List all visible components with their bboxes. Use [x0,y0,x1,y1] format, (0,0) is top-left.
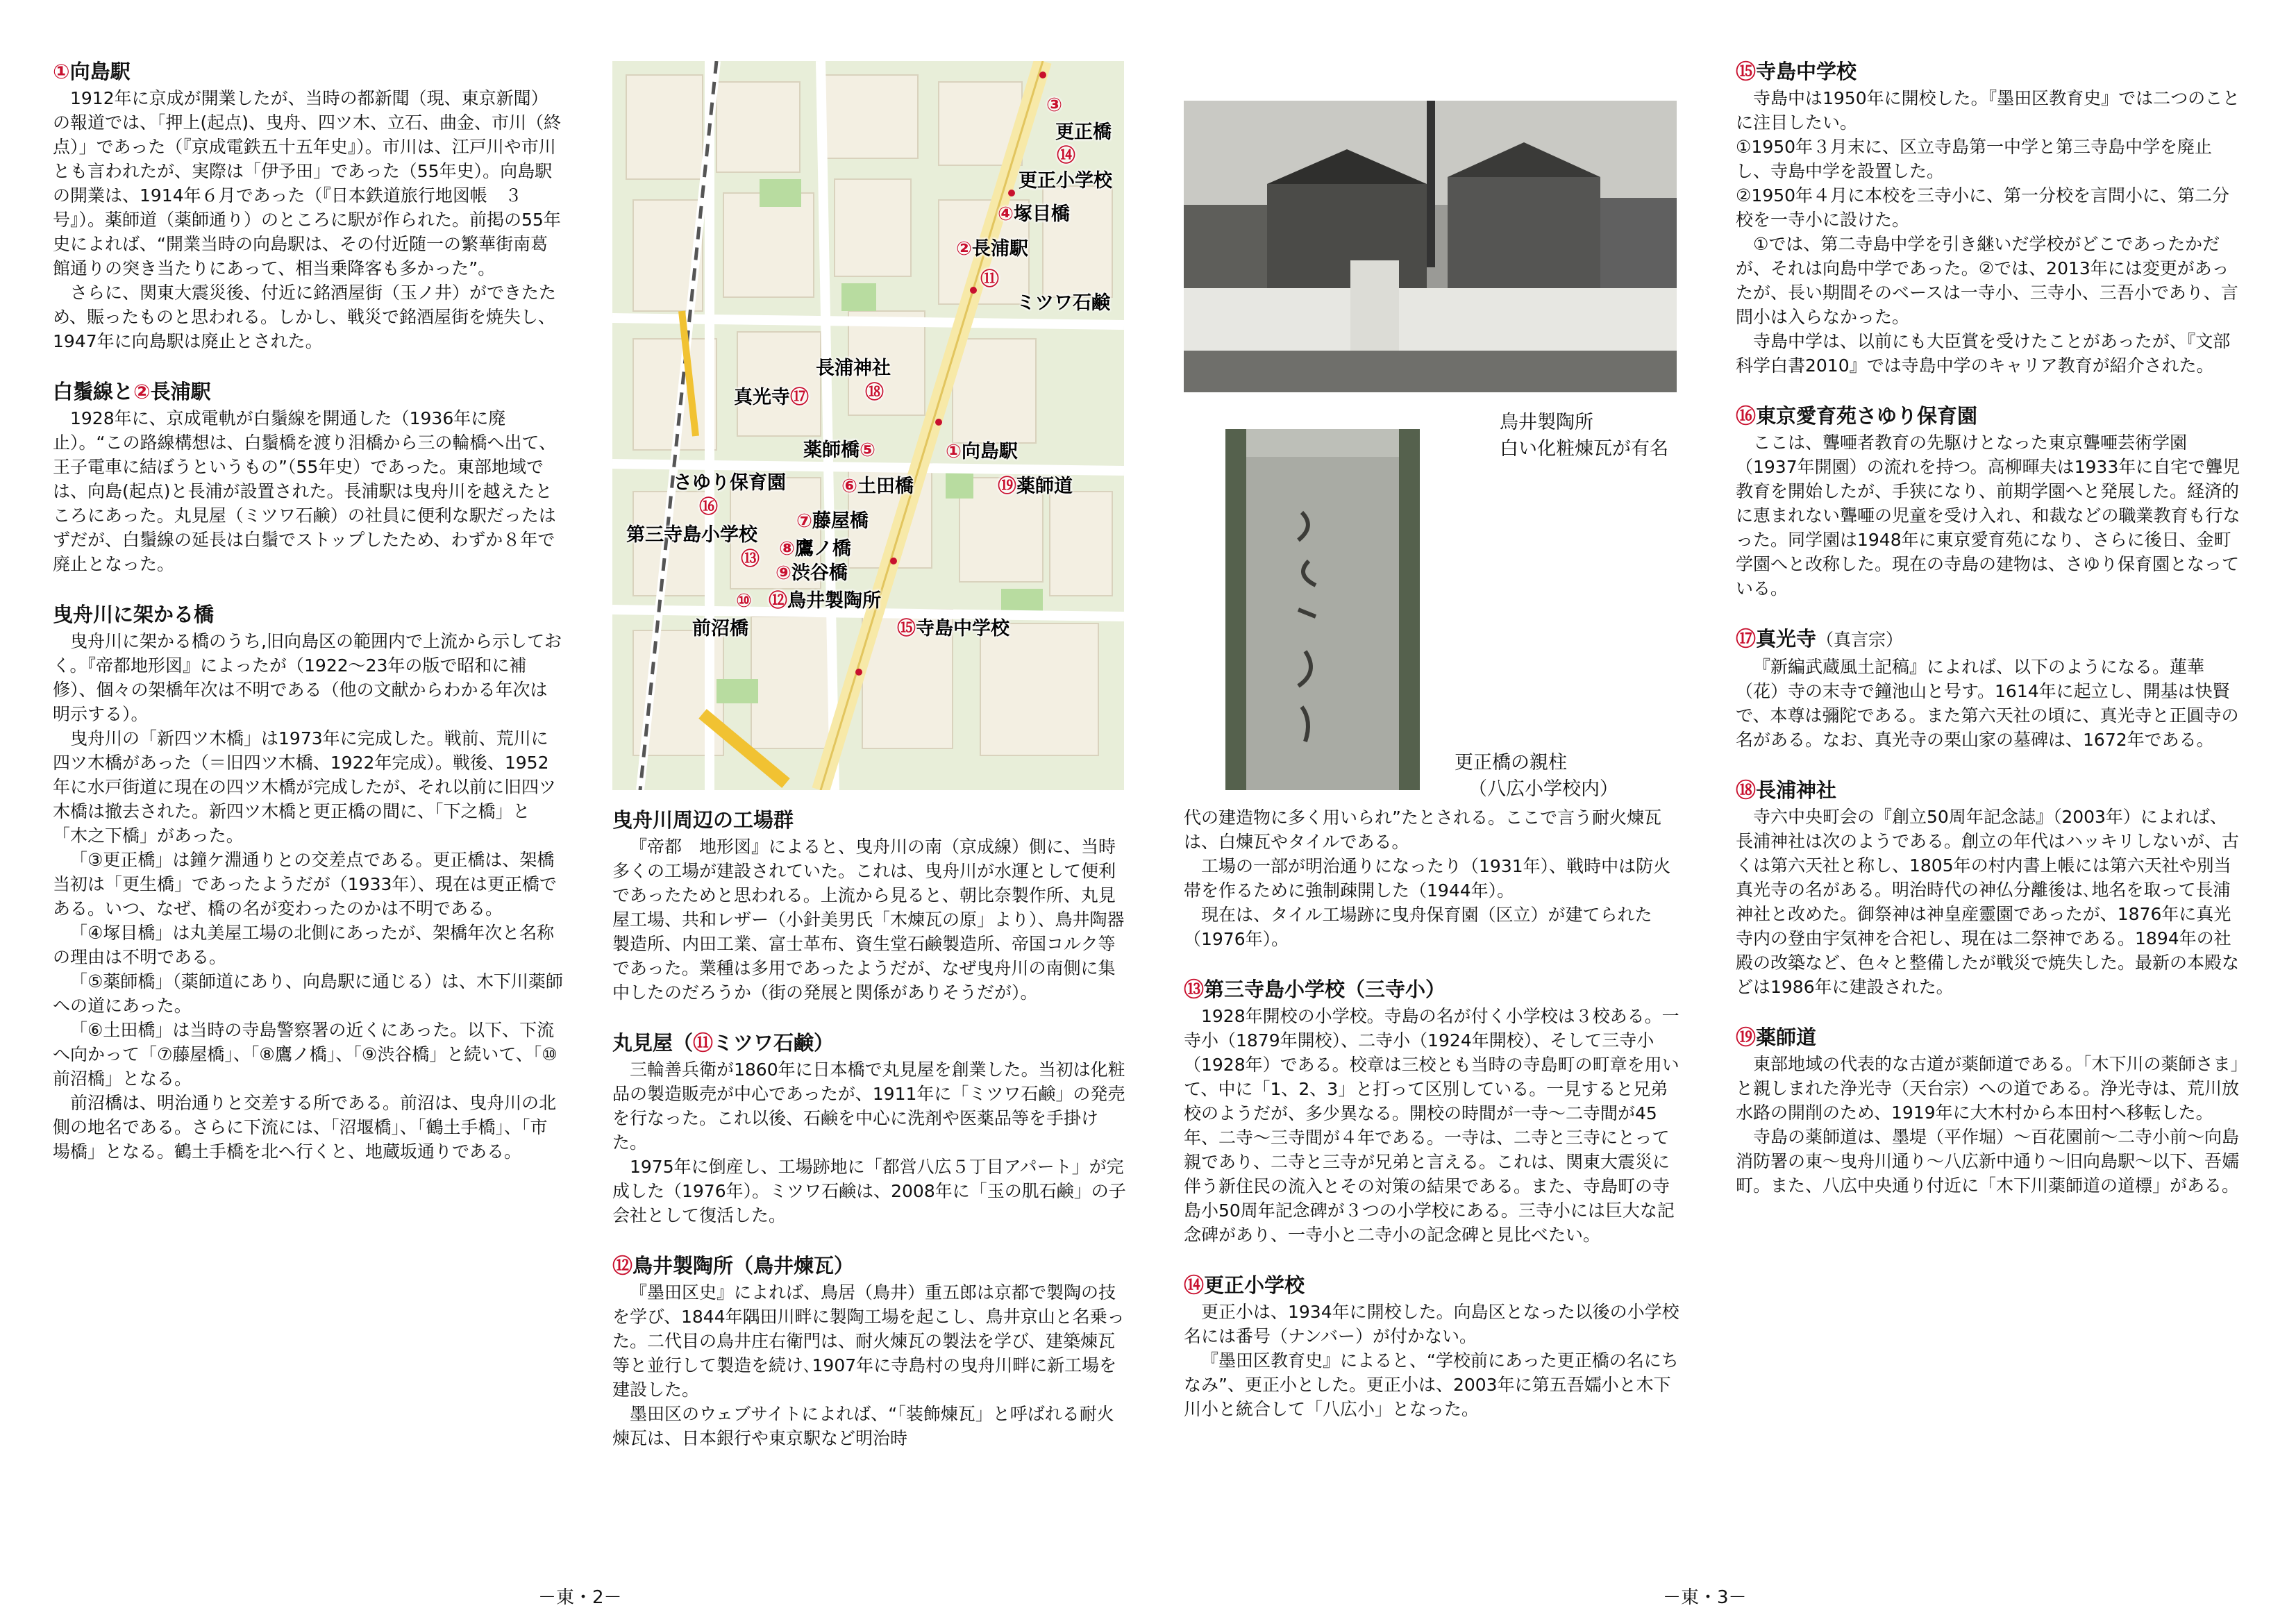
map-label: ⑪ [980,269,999,290]
map-label: ⑭ [1057,145,1075,167]
map-label-nagaura-shrine: 長浦神社 [816,358,891,379]
section-sayuri-nursery [1736,401,2243,601]
section-shinkoji [1736,624,2243,752]
section-factories [612,805,1126,1005]
paragraph: 東部地域の代表的な古道が薬師道である。「木下川の薬師さま」と親しまれた浄光寺（天台宗）への道である。浄光寺は、荒川放水路の開削のため、1919年に大木村から本田村へ移転した。 [1736,1054,2240,1123]
map-label-maenuma-num: ⑩ [736,590,752,612]
section-heading: 曳舟川周辺の工場群 [612,808,794,832]
map-label-yakushi-bridge: 薬師橋⑤ [803,440,875,461]
paragraph: 墨田区のウェブサイトによれば、“「装飾煉瓦」と呼ばれる耐火煉瓦は、日本銀行や東京駅など明治時 [612,1404,1114,1448]
section-heading: ①向島駅 [53,60,131,83]
paragraph: 前沼橋は、明治通りと交差する所である。前沼は、曳舟川の北側の地名である。さらに下流には、「沼堰橋」、「鶴土手橋」、「市場橋」となる。鶴土手橋を北へ行くと、地蔵坂通りである。 [53,1093,557,1162]
section-heading: ⑭更正小学校 [1184,1273,1305,1297]
paragraph: ②1950年４月に本校を三寺小に、第一分校を言問小に、第二分校を一寺小に設けた。 [1736,185,2230,230]
paragraph: 1928年に、京成電軌が白鬚線を開通した（1936年に廃止）。“この路線構想は、白鬚橋を渡り泪橋から三の輪橋へ出て、王子電車に結ぼうというもの”（55年史）であった。東部地域では、向島(起点)と長浦が設置された。長浦駅は曳舟川を越えたところにあった。丸見屋（ミツワ石鹸）の社員に便利な駅だったはずだが、白鬚線の延長は白鬚でストップしたため、わずか８年で廃止となった。 [53,408,556,574]
photo2-caption: 更正橋の親柱 （八広小学校内） [1455,752,1618,800]
paragraph: 『墨田区教育史』によると、“学校前にあった更正橋の名にちなみ”、更正小とした。更正小は、2003年に第五吾嬬小と木下川小と統合して「八広小」となった。 [1184,1350,1679,1419]
paragraph: 「⑥土田橋」は当時の寺島警察署の近くにあった。以下、下流へ向かって「⑦藤屋橋」、「⑧鷹ノ橋」、「⑨渋谷橋」と続いて、「⑩前沼橋」となる。 [53,1020,558,1089]
section-torii-pottery [612,1251,1126,1450]
paragraph: 現在は、タイル工場跡に曳舟保育園（区立）が建てられた（1976年）。 [1184,905,1652,949]
map-label: ⑱ [865,382,884,403]
section-heading: ⑬第三寺島小学校（三寺小） [1184,978,1446,1001]
paragraph: 「④塚目橋」は丸美屋工場の北側にあったが、架橋年次と名称の理由は不明である。 [53,923,555,967]
map-label-daisan-terajima-school: 第三寺島小学校 [626,524,757,546]
column-4 [1736,57,2243,1221]
map-label: ⑬ [741,549,760,570]
page-number-right: －東・3－ [1663,1587,1747,1608]
paragraph: 曳舟川の「新四ツ木橋」は1973年に完成した。戦前、荒川に四ツ木橋があった（＝旧四ツ木橋、1922年完成）。戦後、1952年に水戸街道に現在の四ツ木橋が完成したが、それ以前に旧四ツ木橋は撤去された。新四ツ木橋と更正橋の間に、「下之橋」と「木之下橋」があった。 [53,728,557,846]
photo1-caption: 鳥井製陶所 白い化粧煉瓦が有名 [1500,412,1668,460]
map-label-terajima-junior-high: ⑮寺島中学校 [897,618,1009,639]
paragraph: 寺島中学は、以前にも大臣賞を受けたことがあったが、『文部科学白書2010』では寺島中学のキャリア教育が紹介された。 [1736,331,2231,376]
paragraph: 代の建造物に多く用いられ”たとされる。ここで言う耐火煉瓦は、白煉瓦やタイルである。 [1184,807,1661,852]
map-label-shibuya-bridge: ⑨渋谷橋 [776,562,848,584]
paragraph: ①1950年３月末に、区立寺島第一中学と第三寺島中学を廃止し、寺島中学を設置した。 [1736,137,2213,181]
paragraph: 寺島中は1950年に開校した。『墨田区教育史』では二つのことに注目したい。 [1736,88,2240,133]
section-yakushi-road [1736,1023,2243,1198]
paragraph: 『帝都 地形図』によると、曳舟川の南（京成線）側に、当時多くの工場が建設されていた。これは、曳舟川が水運として便利であったためと思われる。上流から見ると、朝比奈製作所、丸見屋工場、共和レザー（小針美男氏「木煉瓦の原」より）、鳥井陶器製造所、内田工業、富士革布、資生堂石鹸製造所、帝国コルク等であった。業種は多用であったようだが、なぜ曳舟川の南側に集中したのだろうか（街の発展と関係がありそうだが）。 [612,837,1125,1003]
map-label-shinkoji: 真光寺⑰ [734,387,809,408]
section-heading: ⑰真光寺（真言宗） [1736,627,1904,651]
paragraph: 『新編武蔵風土記稿』によれば、以下のようになる。蓮華（花）寺の末寺で鐘池山と号す。1614年に起立し、開基は快賢で、本尊は彌陀である。また第六天社の頃に、真光寺と正圓寺の名がある。なお、真光寺の栗山家の墓碑は、1672年である。 [1736,657,2239,750]
paragraph: 1912年に京成が開業したが、当時の都新聞（現、東京新聞）の報道では、「押上(起点)、曳舟、四ツ木、立石、曲金、市川（終点）」であった（『京成電鉄五十五年史』）。市川は、江戸川や市川とも言われたが、実際は「伊予田」であった（55年史）。向島駅の開業は、1914年６月であった（『日本鉄道旅行地図帳 ３号』）。薬師道（薬師通り）のところに駅が作られた。前掲の55年史によれば、“開業当時の向島駅は、その付近随一の繁華街南葛館通りの突き当たりにあって、相当乗降客も多かった”。 [53,88,562,278]
paragraph: 『墨田区史』によれば、鳥居（鳥井）重五郎は京都で製陶の技を学び、1844年隅田川畔に製陶工場を起こし、鳥井京山と名乗った。二代目の鳥井庄右衛門は、耐火煉瓦の製法を学び、建築煉瓦等と並行して製造を続け､1907年に寺島村の曳舟川畔に新工場を建設した。 [612,1282,1125,1400]
map-label-kousei-school: 更正小学校 [1019,170,1112,192]
section-nagaura-shrine [1736,776,2243,999]
section-heading: ⑯東京愛育苑さゆり保育園 [1736,404,1978,428]
section-heading: ⑲薬師道 [1736,1026,1817,1049]
section-heading: ⑱長浦神社 [1736,778,1837,802]
map-label-nagaura-station: ②長浦駅 [956,238,1028,260]
paragraph: さらに、関東大震災後、付近に銘酒屋街（玉ノ井）ができたため、賑ったものと思われる。しかし、戦災で銘酒屋街を焼失し、1947年に向島駅は廃止とされた。 [53,283,557,351]
map-label-mukojima-station: ①向島駅 [946,441,1018,462]
factory-photo [1184,101,1677,392]
map-label-sayuri-nursery: さゆり保育園 [673,472,786,494]
page-number-left: －東・2－ [538,1587,622,1608]
map-label: ③ [1046,94,1062,116]
paragraph: ここは、聾唖者教育の先駆けとなった東京聾唖芸術学園（1937年開園）の流れを持つ。高柳暉夫は1933年に自宅で聾児教育を開始したが、手狭になり、前期学園へと発展した。経済的に恵まれない聾唖の児童を受け入れ、和裁などの職業教育も行なった。同学園は1948年に東京愛育苑になり、さらに後日、金町学園へと改称した。現在の寺島の建物は、さゆり保育園となっている。 [1736,433,2240,598]
column-2 [612,805,1126,1474]
map-label-mitsuwa-soap: ミツワ石鹸 [1016,292,1110,314]
map-label-maenuma-bridge: 前沼橋 [692,618,748,639]
section-heading: 白鬚線と②長浦駅 [53,380,211,403]
map-label-tsuchida-bridge: ⑥土田橋 [841,476,914,497]
map-label-yakushi-road: ⑲薬師道 [998,476,1073,497]
paragraph: 曳舟川に架かる橋のうち,旧向島区の範囲内で上流から示しておく。『帝都地形図』によったが（1922～23年の版で昭和に補修）、個々の架橋年次は不明である（他の文献からわかる年次は明示する）。 [53,631,562,724]
section-mukojima-station [53,57,563,353]
map-label-tsukame-bridge: ④塚目橋 [998,203,1070,225]
paragraph: 工場の一部が明治通りになったり（1931年）、戦時中は防火帯を作るために強制疎開した（1944年）。 [1184,856,1671,901]
section-heading: ⑫鳥井製陶所（鳥井煉瓦） [612,1254,855,1278]
section-terajima-junior-high [1736,57,2243,378]
paragraph: 「⑤薬師橋」（薬師道にあり、向島駅に通じる）は、木下川薬師への道にあった。 [53,971,563,1016]
paragraph: ①では、第二寺島中学を引き継いだ学校がどこであったかだが、それは向島中学であった。②では、2013年には変更があったが、長い期間そのベースは一寺小、三寺小、三吾小であり、言問小は入らなかった。 [1736,234,2238,327]
paragraph: 1975年に倒産し、工場跡地に「都営八広５丁目アパート」が完成した（1976年）。ミツワ石鹸は、2008年に「玉の肌石鹸」の子会社として復活した。 [612,1157,1126,1225]
map-label-torii-pottery: ⑫鳥井製陶所 [769,590,881,612]
section-heading: 丸見屋（⑪ミツワ石鹸） [612,1031,835,1055]
bridge-pillar-photo [1225,429,1420,790]
section-torii-continued [1184,805,1684,951]
section-heading: 曳舟川に架かる橋 [53,603,215,626]
map-label-kousei-bridge: 更正橋 [1055,122,1112,143]
section-bridges [53,600,563,1164]
section-daisan-terajima-school [1184,975,1684,1247]
map-label-takanohashi: ⑧鷹ノ橋 [779,538,851,560]
section-shirahige-line [53,377,563,576]
column-1 [53,57,563,1187]
paragraph: 1928年開校の小学校。寺島の名が付く小学校は３校ある。一寺小（1879年開校）、二寺小（1924年開校）、そして三寺小（1928年）である。校章は三校とも当時の寺島町の町章を用いて、中に「1、2、3」と打って区別している。一見すると兄弟校のようだが、多少異なる。開校の時間が一寺～二寺間が45年、二寺～三寺間が４年である。一寺は、二寺と三寺にとって親であり、二寺と三寺が兄弟と言える。これは、関東大震災に伴う新住民の流入とその対策の結果である。また、寺島町の寺島小50周年記念碑が３つの小学校にある。三寺小には巨大な記念碑があり、一寺小と二寺小の記念碑と見比べたい。 [1184,1006,1679,1245]
paragraph: 「③更正橋」は鐘ケ淵通りとの交差点である。更正橋は、架橋当初は「更生橋」であったようだが（1933年）、現在は更正橋である。いつ、なぜ、橋の名が変わったのかは不明である。 [53,850,557,919]
section-marumiya [612,1028,1126,1228]
paragraph: 寺島の薬師道は、墨堤（平作堀）～百花園前～二寺小前～向島消防署の東～曳舟川通り～八広新中通り～旧向島駅～以下、吾嬬町。また、八広中央通り付近に「木下川薬師道の道標」がある。 [1736,1127,2240,1196]
paragraph: 三輪善兵衛が1860年に日本橋で丸見屋を創業した。当初は化粧品の製造販売が中心であったが、1911年に「ミツワ石鹸」の発売を行なった。これ以後、石鹸を中心に洗剤や医薬品等を手掛けた。 [612,1060,1125,1153]
map-label: ⑯ [699,496,718,518]
section-heading: ⑮寺島中学校 [1736,60,1857,83]
paragraph: 更正小は、1934年に開校した。向島区となった以後の小学校名には番号（ナンバー）が付かない。 [1184,1302,1679,1346]
section-kousei-school [1184,1271,1684,1421]
area-map [612,61,1124,790]
column-3 [1184,805,1684,1445]
paragraph: 寺六中央町会の『創立50周年記念誌』（2003年）によれば、長浦神社は次のようである。創立の年代はハッキリしないが、古くは第六天社と称し、1805年の村内書上帳には第六天社や別当真光寺の名がある。明治時代の神仏分離後は､地名を取って長浦神社と改めた。御祭神は神皇産靈園であったが、1876年に真光寺内の登由宇気神を合祀し、現在は二祭神である。1894年の社殿の改築など、色々と整備したが戦災で焼失した。最新の本殿などは1986年に建設された。 [1736,807,2240,997]
map-label-fujiya-bridge: ⑦藤屋橋 [796,510,869,532]
